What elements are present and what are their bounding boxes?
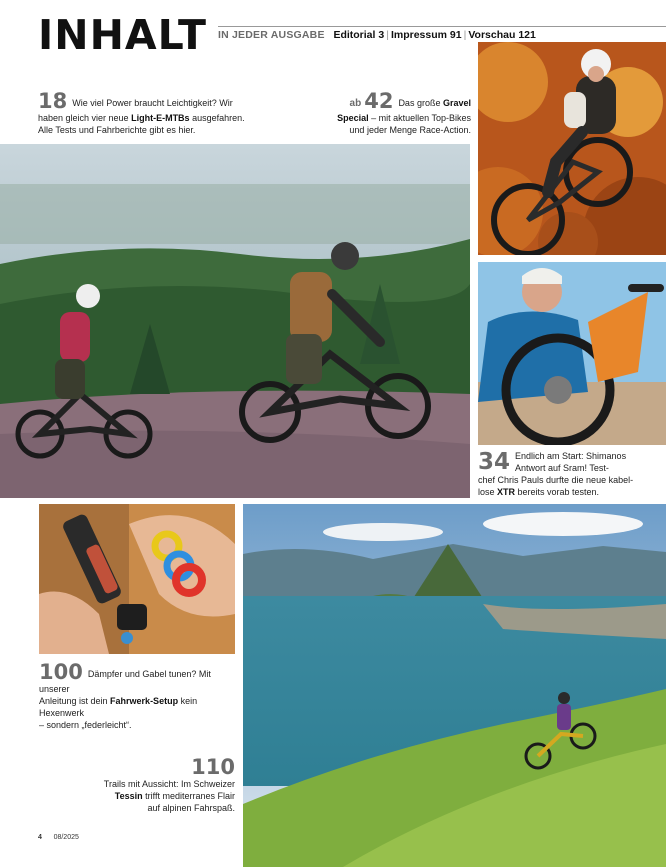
section-label: IN JEDER AUSGABE — [218, 29, 325, 41]
highlight-tessin: Tessin — [114, 791, 143, 801]
page-footer — [38, 834, 79, 841]
teaser-110[interactable]: 110 Trails mit Aussicht: Im Schweizer Tessin trifft mediterranes Flair auf alpinen Fahrspaß. — [103, 755, 235, 813]
teaser-number: 110 — [191, 755, 235, 779]
teaser-34[interactable]: 34 Endlich am Start: Shimanos Antwort auf Sram! Test- chef Chris Pauls durfte die neue kabel- lose XTR bereits vorab testen. — [478, 449, 634, 497]
link-vorschau[interactable]: Vorschau 121 — [468, 29, 536, 41]
teaser-prefix: ab — [349, 98, 362, 109]
photo-suspension-tuning — [39, 504, 235, 654]
teaser-number: 18 — [38, 89, 68, 113]
highlight-fahrwerk-setup: Fahrwerk-Setup — [110, 696, 179, 706]
header-rule — [218, 26, 666, 27]
issue-date: 08/2025 — [53, 834, 79, 841]
link-impressum[interactable]: Impressum 91 — [390, 29, 462, 41]
teaser-number: 100 — [39, 660, 83, 684]
highlight-light-e-mtbs: Light-E-MTBs — [131, 113, 190, 123]
highlight-xtr: XTR — [497, 487, 516, 497]
page-title: INHALT — [38, 11, 207, 59]
photo-e-mtb-riders — [0, 144, 470, 498]
link-editorial[interactable]: Editorial 3 — [333, 29, 385, 41]
teaser-18[interactable]: 18 Wie viel Power braucht Leichtigkeit? Wir haben gleich vier neue Light-E-MTBs ausgefahren. Alle Tests und Fahrberichte gibt es hier. — [38, 89, 245, 135]
photo-xtr-rider — [478, 262, 666, 445]
photo-gravel-rider — [478, 42, 666, 255]
teaser-number: 34 — [478, 449, 511, 475]
photo-tessin-lake — [243, 504, 666, 867]
teaser-42[interactable]: ab 42 Das große Gravel Special – mit aktuellen Top-Bikes und jeder Menge Race-Action. — [337, 89, 471, 135]
page-number: 4 — [38, 834, 42, 841]
teaser-number: 42 — [364, 89, 394, 113]
teaser-100[interactable]: 100 Dämpfer und Gabel tunen? Mit unserer Anleitung ist dein Fahrwerk-Setup kein Hexenwerk – sondern „federleicht“. — [39, 660, 211, 730]
issue-links-bar: IN JEDER AUSGABE Editorial 3 | Impressum 91 | Vorschau 121 — [218, 29, 536, 41]
